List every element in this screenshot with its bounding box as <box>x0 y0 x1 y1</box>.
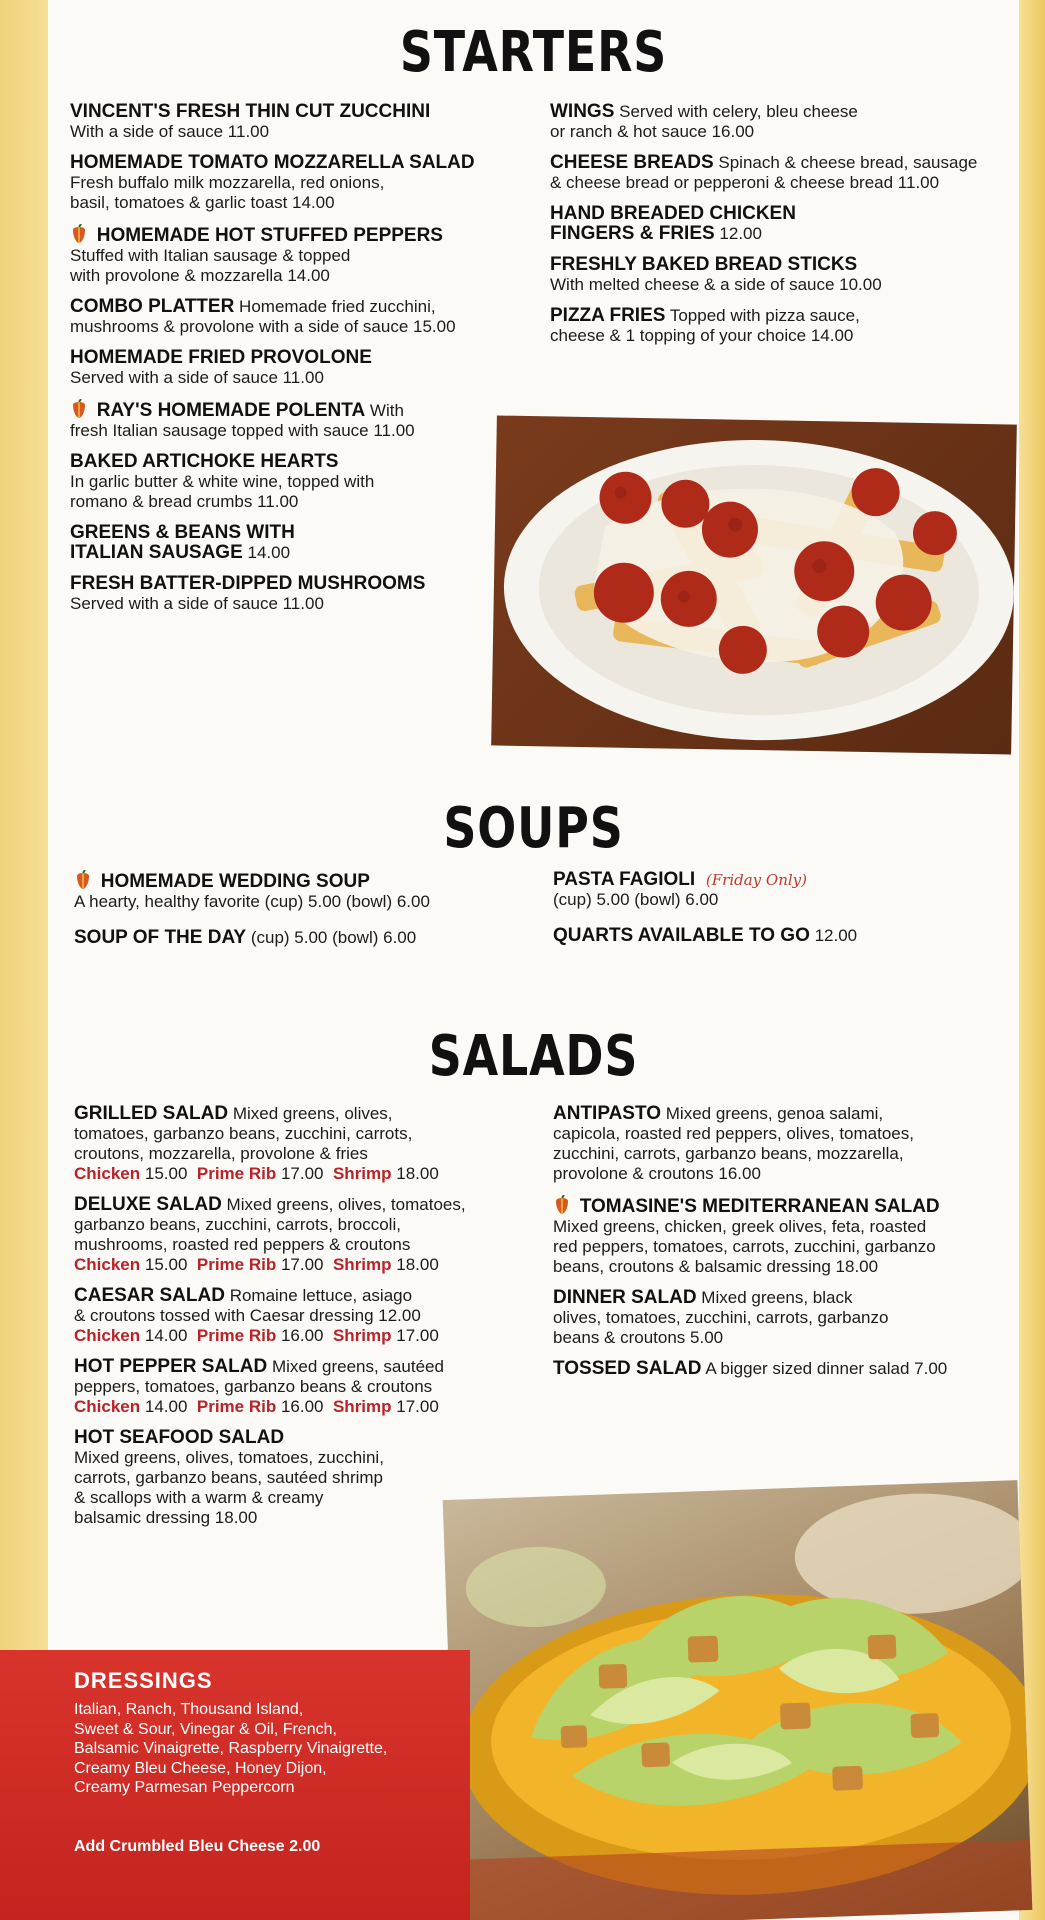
menu-item-fried-provolone: HOMEMADE FRIED PROVOLONE Served with a side of sauce 11.00 <box>70 347 372 387</box>
menu-item-tossed-salad: TOSSED SALAD A bigger sized dinner salad 7.00 <box>553 1358 948 1379</box>
menu-item-bread-sticks: FRESHLY BAKED BREAD STICKS With melted cheese & a side of sauce 10.00 <box>550 254 882 294</box>
menu-item-combo-platter: COMBO PLATTER Homemade fried zucchini, mushrooms & provolone with a side of sauce 15.00 <box>70 296 456 336</box>
item-name: HOMEMADE FRIED PROVOLONE <box>70 347 372 368</box>
item-name: FRESHLY BAKED BREAD STICKS <box>550 254 858 275</box>
item-name: TOMASINE'S MEDITERRANEAN SALAD <box>579 1196 940 1217</box>
menu-item-dinner-salad: DINNER SALAD Mixed greens, black olives, tomatoes, zucchini, carrots, garbanzo beans & croutons 5.00 <box>553 1287 889 1347</box>
menu-item-hot-pepper-salad: HOT PEPPER SALAD Mixed greens, sautéed peppers, tomatoes, garbanzo beans & croutons Chicken 14.00 Prime Rib 16.00 Shrimp 17.00 <box>74 1357 514 1417</box>
menu-item-mushrooms: FRESH BATTER-DIPPED MUSHROOMS Served with a side of sauce 11.00 <box>70 573 426 613</box>
italian-pepper-icon <box>70 224 88 244</box>
item-name: PIZZA FRIES <box>550 305 666 326</box>
starters-right-column <box>550 102 1000 357</box>
menu-item-soup-of-day: SOUP OF THE DAY (cup) 5.00 (bowl) 6.00 <box>74 927 417 948</box>
item-name: BAKED ARTICHOKE HEARTS <box>70 451 339 472</box>
item-name: CAESAR SALAD <box>74 1285 225 1306</box>
menu-item-mediterranean-salad: TOMASINE'S MEDITERRANEAN SALAD Mixed greens, chicken, greek olives, feta, roasted red peppers, tomatoes, carrots, zucchini, garbanzo beans, croutons & balsamic dressing 18.00 <box>553 1196 940 1276</box>
soups-heading: SOUPS <box>443 796 624 861</box>
item-name: DELUXE SALAD <box>74 1194 222 1215</box>
italian-pepper-icon <box>74 870 92 890</box>
item-name-2: ITALIAN SAUSAGE <box>70 542 243 563</box>
item-name: HOT PEPPER SALAD <box>74 1356 268 1377</box>
soups-left-column <box>74 870 534 959</box>
left-gold-border <box>0 0 48 1920</box>
right-gold-border <box>1019 0 1045 1920</box>
item-name: HOMEMADE HOT STUFFED PEPPERS <box>96 225 443 246</box>
menu-item-polenta: RAY'S HOMEMADE POLENTA With fresh Italian sausage topped with sauce 11.00 <box>70 400 415 440</box>
menu-item-wedding-soup: HOMEMADE WEDDING SOUP A hearty, healthy favorite (cup) 5.00 (bowl) 6.00 <box>74 871 430 911</box>
item-name: SOUP OF THE DAY <box>74 927 247 948</box>
friday-only-note: (Friday Only) <box>705 871 807 889</box>
item-name: GREENS & BEANS WITH <box>70 522 295 543</box>
menu-item-pasta-fagioli: PASTA FAGIOLI (Friday Only) (cup) 5.00 (bowl) 6.00 <box>553 869 807 909</box>
menu-item-tomato-mozzarella: HOMEMADE TOMATO MOZZARELLA SALAD Fresh buffalo milk mozzarella, red onions, basil, tomatoes & garlic toast 14.00 <box>70 152 475 212</box>
item-name: ANTIPASTO <box>553 1103 662 1124</box>
menu-item-chicken-fingers: HAND BREADED CHICKEN FINGERS & FRIES 12.00 <box>550 204 1000 244</box>
item-name: DINNER SALAD <box>553 1287 697 1308</box>
soups-right-column <box>553 870 993 957</box>
item-name: WINGS <box>550 101 615 122</box>
caesar-salad-illustration <box>443 1480 1033 1920</box>
menu-item-zucchini: VINCENT'S FRESH THIN CUT ZUCCHINI With a side of sauce 11.00 <box>70 101 431 141</box>
protein-options: Chicken 15.00 Prime Rib 17.00 Shrimp 18.00 <box>74 1164 439 1183</box>
item-name: HAND BREADED CHICKEN <box>550 203 796 224</box>
menu-item-seafood-salad: HOT SEAFOOD SALAD Mixed greens, olives, tomatoes, zucchini, carrots, garbanzo beans, sautéed shrimp & scallops with a warm & creamy balsamic dressing 18.00 <box>74 1427 384 1527</box>
salads-left-column <box>74 1104 514 1539</box>
menu-item-quarts: QUARTS AVAILABLE TO GO 12.00 <box>553 925 858 946</box>
menu-item-cheese-breads: CHEESE BREADS Spinach & cheese bread, sausage & cheese bread or pepperoni & cheese bread 11.00 <box>550 152 978 192</box>
item-name: COMBO PLATTER <box>70 296 235 317</box>
item-name: PASTA FAGIOLI <box>553 869 696 890</box>
protein-options: Chicken 14.00 Prime Rib 16.00 Shrimp 17.00 <box>74 1326 439 1345</box>
salads-heading: SALADS <box>428 1024 639 1089</box>
dressings-title: DRESSINGS <box>74 1668 213 1693</box>
italian-pepper-icon <box>70 399 88 419</box>
menu-item-deluxe-salad: DELUXE SALAD Mixed greens, olives, tomatoes, garbanzo beans, zucchini, carrots, broccoli, mushrooms, roasted red peppers & croutons Chicken 15.00 Prime Rib 17.00 Shrimp 18.00 <box>74 1195 514 1275</box>
menu-item-grilled-salad: GRILLED SALAD Mixed greens, olives, tomatoes, garbanzo beans, zucchini, carrots, croutons, mozzarella, provolone & fries Chicken 15.00 Prime Rib 17.00 Shrimp 18.00 <box>74 1104 514 1184</box>
menu-item-antipasto: ANTIPASTO Mixed greens, genoa salami, capicola, roasted red peppers, olives, tomatoes, zucchini, carrots, garbanzo beans, mozzarella, provolone & croutons 16.00 <box>553 1103 914 1183</box>
starters-heading: STARTERS <box>399 20 668 85</box>
item-name: QUARTS AVAILABLE TO GO <box>553 925 810 946</box>
item-name: FRESH BATTER-DIPPED MUSHROOMS <box>70 573 426 594</box>
pizza-fries-photo <box>491 415 1017 754</box>
protein-options: Chicken 14.00 Prime Rib 16.00 Shrimp 17.00 <box>74 1397 439 1416</box>
menu-item-stuffed-peppers: HOMEMADE HOT STUFFED PEPPERS Stuffed with Italian sausage & topped with provolone & mozzarella 14.00 <box>70 225 443 285</box>
item-name: TOSSED SALAD <box>553 1358 702 1379</box>
salads-right-column <box>553 1104 1003 1390</box>
menu-item-greens-beans: GREENS & BEANS WITH ITALIAN SAUSAGE 14.00 <box>70 523 510 563</box>
menu-item-caesar-salad: CAESAR SALAD Romaine lettuce, asiago & croutons tossed with Caesar dressing 12.00 Chicken 14.00 Prime Rib 16.00 Shrimp 17.00 <box>74 1286 514 1346</box>
menu-item-wings: WINGS Served with celery, bleu cheese or ranch & hot sauce 16.00 <box>550 101 858 141</box>
starters-left-column <box>70 102 510 625</box>
menu-item-pizza-fries: PIZZA FRIES Topped with pizza sauce, cheese & 1 topping of your choice 14.00 <box>550 305 860 345</box>
item-name: HOMEMADE TOMATO MOZZARELLA SALAD <box>70 152 475 173</box>
item-name-2: FINGERS & FRIES <box>550 223 715 244</box>
italian-pepper-icon <box>553 1195 571 1215</box>
item-name: RAY'S HOMEMADE POLENTA <box>96 400 366 421</box>
protein-options: Chicken 15.00 Prime Rib 17.00 Shrimp 18.00 <box>74 1255 439 1274</box>
dressings-panel <box>0 1650 470 1920</box>
item-name: HOMEMADE WEDDING SOUP <box>100 871 370 892</box>
pizza-fries-illustration <box>491 415 1017 754</box>
caesar-salad-photo <box>443 1480 1033 1920</box>
item-name: HOT SEAFOOD SALAD <box>74 1427 285 1448</box>
dressings-list: Italian, Ranch, Thousand Island, Sweet & Sour, Vinegar & Oil, French, Balsamic Vinaigrette, Raspberry Vinaigrette, Creamy Bleu Cheese, Honey Dijon, Creamy Parmesan Peppercorn <box>74 1701 388 1796</box>
add-bleu-cheese: Add Crumbled Bleu Cheese 2.00 <box>74 1838 321 1855</box>
menu-item-artichoke: BAKED ARTICHOKE HEARTS In garlic butter & white wine, topped with romano & bread crumbs 11.00 <box>70 451 375 511</box>
item-name: CHEESE BREADS <box>550 152 714 173</box>
item-name: GRILLED SALAD <box>74 1103 229 1124</box>
item-name: VINCENT'S FRESH THIN CUT ZUCCHINI <box>70 101 431 122</box>
